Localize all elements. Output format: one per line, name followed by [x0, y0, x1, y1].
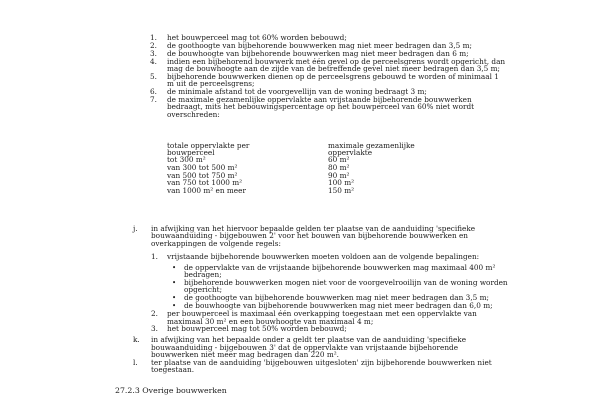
table-cell-right: 80 m² [328, 163, 350, 173]
list-item-text: overschreden: [167, 110, 220, 119]
bullet-text: de goothoogte van bijbehorende bouwwerken mag niet meer bedragen dan 3,5 m; [184, 292, 489, 302]
item-text: bouwaanduiding - bijgebouwen 3' dat de oppervlakte van vrijstaande bijbehorende [151, 342, 459, 352]
bullet-text: de bouwhoogte van bijbehorende bouwwerken mag niet meer bedragen dan 6,0 m; [184, 300, 493, 310]
table-cell-right: 90 m² [328, 170, 350, 180]
bullet-icon: • [172, 301, 177, 310]
table-header-right: oppervlakte [328, 148, 373, 158]
table-cell-left: van 500 tot 750 m² [167, 170, 238, 180]
list-item-text: indien een bijbehorend bouwwerk met één gevel op de perceelsgrens wordt opgericht, dan [167, 56, 506, 66]
item-letter: l. [133, 357, 138, 367]
bullet-text: opgericht; [184, 285, 223, 295]
bullet-text: bedragen; [184, 270, 222, 280]
sub-text: vrijstaande bijbehorende bouwwerken moeten voldoen aan de volgende bepalingen: [167, 252, 480, 262]
list-item-text: de maximale gezamenlijke oppervlakte aan vrijstaande bijbehorende bouwwerken [167, 94, 472, 104]
item-text: in afwijking van het bepaalde onder a geldt ter plaatse van de aanduiding 'specifieke [151, 335, 467, 345]
item-text: in afwijking van het hiervoor bepaalde gelden ter plaatse van de aanduiding 'specifieke [151, 223, 476, 233]
sub-number: 3. [151, 324, 158, 334]
table-cell-right: 150 m² [328, 185, 355, 195]
bullet-text: de oppervlakte van de vrijstaande bijbehorende bouwwerken mag maximaal 400 m² [184, 263, 496, 273]
list-item-text: bijbehorende bouwwerken dienen op de perceelsgrens gebouwd te worden of minimaal 1 [167, 71, 499, 81]
list-item-text: de minimale afstand tot de voorgevellijn van de woning bedraagt 3 m; [167, 87, 427, 97]
bullet-icon: • [172, 264, 177, 273]
list-number: 5. [150, 71, 157, 81]
table-cell-right: 100 m² [328, 178, 355, 188]
list-number: 3. [150, 48, 157, 58]
list-number: 1. [150, 33, 157, 43]
table-cell-left: tot 300 m² [167, 155, 206, 165]
table-cell-left: van 300 tot 500 m² [167, 163, 238, 173]
sub-number: 2. [151, 309, 158, 319]
item-text: toegestaan. [151, 365, 195, 375]
list-item-text: m uit de perceelsgrens; [167, 79, 255, 89]
table-header-left: totale oppervlakte per [167, 141, 250, 151]
list-item-text: de goothoogte van bijbehorende bouwwerken mag niet meer bedragen dan 3,5 m; [167, 41, 472, 51]
bullet-icon: • [172, 279, 177, 288]
table-header-right: maximale gezamenlijke [328, 141, 415, 151]
item-text: ter plaatse van de aanduiding 'bijgebouwen uitgesloten' zijn bijbehorende bouwwerken niet [151, 357, 492, 367]
sub-text: maximaal 30 m² en een bouwhoogte van maximaal 4 m; [167, 316, 374, 326]
list-number: 6. [150, 87, 157, 97]
table-header-left: bouwperceel [167, 148, 215, 158]
item-text: bouwwerken niet meer mag bedragen dan 220 m². [151, 350, 340, 360]
list-item-text: bedraagt, mits het bebouwingspercentage op het bouwperceel van 60% niet wordt [167, 102, 475, 112]
table-cell-left: van 1000 m² en meer [167, 185, 246, 195]
table-cell-left: van 750 tot 1000 m² [167, 178, 243, 188]
list-number: 4. [150, 56, 157, 66]
sub-number: 1. [151, 252, 158, 262]
list-number: 2. [150, 41, 157, 51]
list-item-text: het bouwperceel mag tot 60% worden bebouwd; [167, 33, 347, 43]
list-item-text: de bouwhoogte van bijbehorende bouwwerken mag niet meer bedragen dan 6 m; [167, 48, 469, 58]
table-cell-right: 60 m² [328, 155, 350, 165]
list-number: 7. [150, 94, 157, 104]
item-text: bouwaanduiding - bijgebouwen 2' voor het bouwen van bijbehorende bouwwerken en [151, 231, 468, 241]
sub-text: per bouwperceel is maximaal één overkapping toegestaan met een oppervlakte van [167, 309, 477, 319]
item-text: overkappingen de volgende regels: [151, 239, 281, 248]
bullet-icon: • [172, 293, 177, 302]
bullet-text: bijbehorende bouwwerken mogen niet voor de voorgevelrooilijn van de woning worden [184, 278, 508, 288]
sub-text: het bouwperceel mag tot 50% worden bebouwd; [167, 324, 347, 334]
section-heading: 27.2.3 Overige bouwwerken [115, 385, 227, 395]
item-letter: j. [133, 223, 138, 233]
list-item-text: mag de bouwhoogte aan de zijde van de betreffende gevel niet meer bedragen dan 3,5 m; [167, 64, 501, 74]
item-letter: k. [133, 335, 140, 345]
